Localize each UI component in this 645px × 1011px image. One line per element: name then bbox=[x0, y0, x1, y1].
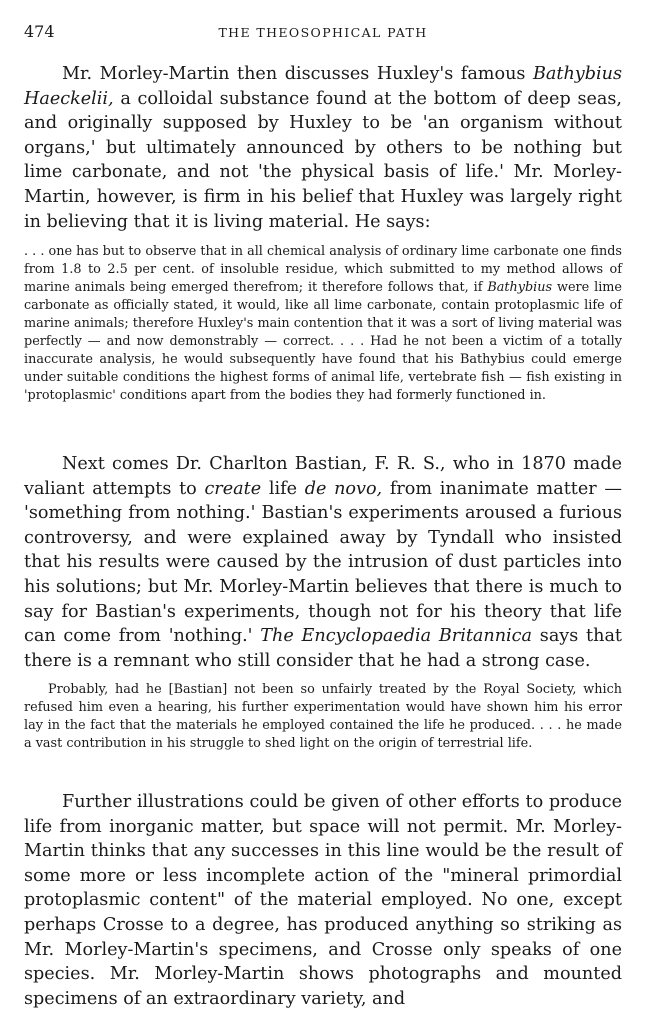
paragraph-illustrations bbox=[24, 790, 622, 1011]
running-title: THE THEOSOPHICAL PATH bbox=[218, 25, 428, 40]
quote-text: . . . one has but to observe that in all chemical analysis of ordinary lime carbonate one finds from 1.8 to 2.5 per cent. of insoluble residue, which submitted to my method allows of marine animals being emerged therefrom; it therefore follows that, if bbox=[24, 244, 622, 295]
paragraph-text: Next comes Dr. Charlton Bastian, F. R. S., who in 1870 made valiant attempts to bbox=[24, 454, 622, 499]
quote-text: were lime carbonate as officially stated, it would, like all lime carbonate, contain protoplasmic life of marine animals; therefore Huxley's main contention that it was a sort of living material was perfectly — and now demonstrably — correct. . . . Had he not been a victim of a totally inaccurate analysis, he would subsequently have found that his Bathybius could emerge under suitable conditions the highest forms of animal life, vertebrate fish — fish existing in 'protoplasmic' conditions apart from the bodies they had formerly functioned in. bbox=[24, 280, 622, 403]
page-number: 474 bbox=[24, 22, 55, 41]
page-header bbox=[24, 22, 622, 42]
paragraph-text: from inanimate matter — 'something from nothing.' Bastian's experiments aroused a furious controversy, and were explained away by Tyndall who insisted that his results were caused by the intrusion of dust particles into his solutions; but Mr. Morley-Martin believes that there is much to say for Bastian's experiments, though not for his theory that life can come from 'nothing.' bbox=[24, 478, 622, 647]
paragraph-text: says that there is a remnant who still consider that he had a strong case. bbox=[24, 626, 623, 671]
quote-bastian bbox=[24, 681, 622, 753]
paragraph-bastian bbox=[24, 452, 622, 673]
paragraph-huxley bbox=[24, 62, 622, 234]
paragraph-text: Further illustrations could be given of other efforts to produce life from inorganic matter, but space will not permit. Mr. Morley-Martin thinks that any successes in this line would be the result of some more or less incomplete action of the "mineral primordial protoplasmic content" of the material employed. No one, except perhaps Crosse to a degree, has produced anything so striking as Mr. Morley-Martin's specimens, and Crosse only speaks of one species. Mr. Morley-Martin shows photographs and mounted specimens of an extraordinary variety, and bbox=[24, 792, 622, 1009]
italic-title: The Encyclopaedia Britannica bbox=[260, 626, 533, 647]
italic-term: Bathybius Haeckelii, bbox=[24, 64, 622, 109]
quote-text: Probably, had he [Bastian] not been so unfairly treated by the Royal Society, which refused him even a hearing, his further experimentation would have shown him his error lay in the fact that the materials he employed contained the life he produced. . . . he made a vast contribution in his struggle to shed light on the origin of terrestrial life. bbox=[24, 682, 622, 751]
quote-bathybius bbox=[24, 243, 622, 405]
paragraph-text: a colloidal substance found at the bottom of deep seas, and originally supposed by Huxley to be 'an organism without organs,' but ultimately announced by others to be nothing but lime carbonate, and not 'the physical basis of life.' Mr. Morley-Martin, however, is firm in his belief that Huxley was largely right in believing that it is living material. He says: bbox=[24, 88, 622, 232]
italic-term: Bathybius bbox=[487, 280, 553, 295]
paragraph-text: life bbox=[261, 478, 305, 499]
italic-term: create bbox=[204, 478, 262, 499]
italic-term: de novo, bbox=[304, 478, 383, 499]
paragraph-text: Mr. Morley-Martin then discusses Huxley's famous bbox=[62, 64, 533, 84]
